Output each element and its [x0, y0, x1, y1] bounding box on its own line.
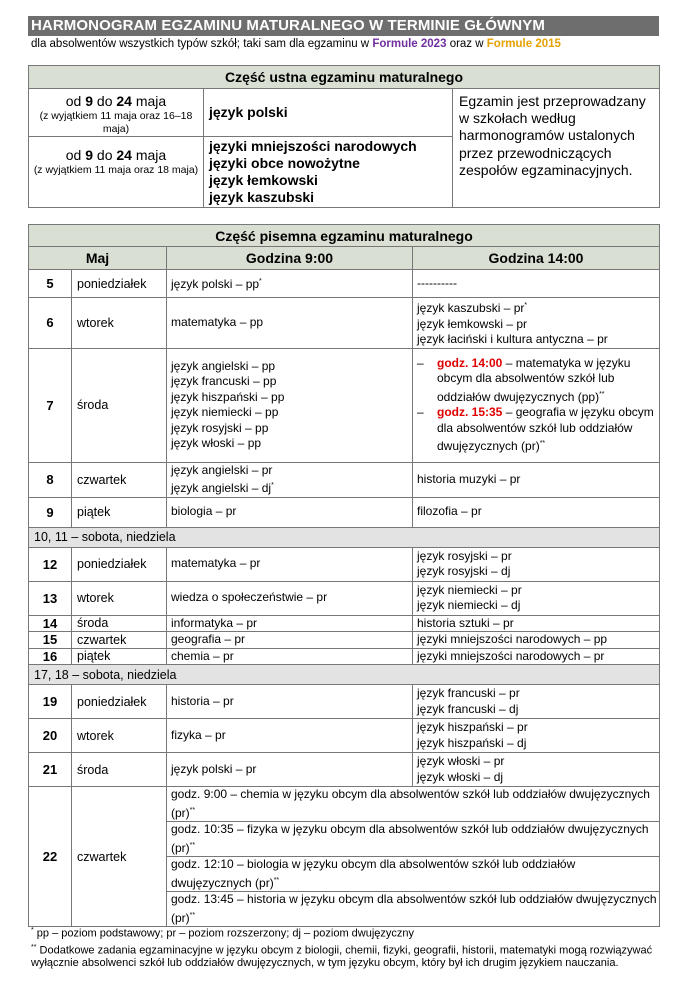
table-row: godz. 12:10 – biologia w języku obcym dla absolwentów szkół lub oddziałów dwujęzycznych (pr)**: [29, 857, 660, 892]
table-row: 21 środa język polski – pr język włoski – pr język włoski – dj: [29, 753, 660, 787]
formula-2015-label: Formule 2015: [486, 38, 561, 50]
oral-dates-2: od 9 do 24 maja (z wyjątkiem 11 maja oraz 18 maja): [29, 137, 204, 208]
table-row: 14 środa informatyka – pr historia sztuki – pr: [29, 615, 660, 632]
oral-exam-table: [28, 65, 660, 208]
oral-dates-1: od 9 do 24 maja (z wyjątkiem 11 maja oraz 16–18 maja): [29, 89, 204, 137]
table-row: 15 czwartek geografia – pr języki mniejszości narodowych – pp: [29, 632, 660, 649]
page-title: HARMONOGRAM EGZAMINU MATURALNEGO W TERMINIE GŁÓWNYM: [28, 16, 659, 36]
col-14: Godzina 14:00: [413, 247, 660, 270]
footnote-2: ** Dodatkowe zadania egzaminacyjne w języku obcym z biologii, chemii, fizyki, geografii, historii, matematyki mogą rozwiązywać wyłącznie absolwenci szkół lub oddziałów dwujęzycznych, w tym języku obcym, który był ich drugim językiem nauczania.: [31, 943, 653, 970]
table-row: 7 środa język angielski – pp język francuski – pp język hiszpański – pp język niemiecki – pp język rosyjski – pp język włoski – pp – godz. 14:00 – matematyka w języku obcym dla absolwentów szkół lub oddziałów dwujęzycznych (pp)** – godz. 15:35 – geografia w języku obcym dla absolwentów szkół lub oddziałów dwujęzycznych (pr)**: [29, 348, 660, 462]
footnote-1: * pp – poziom podstawowy; pr – poziom rozszerzony; dj – poziom dwujęzyczny: [31, 927, 415, 940]
col-month: Maj: [29, 247, 167, 270]
table-row: 12 poniedziałek matematyka – pr język rosyjski – pr język rosyjski – dj: [29, 547, 660, 581]
written-header: Część pisemna egzaminu maturalnego: [29, 225, 660, 247]
weekend-separator: 10, 11 – sobota, niedziela: [29, 527, 660, 547]
table-row: 8 czwartek język angielski – pr język angielski – dj* historia muzyki – pr: [29, 462, 660, 497]
formula-2023-label: Formule 2023: [372, 38, 447, 50]
table-row: 5 poniedziałek język polski – pp* ----------: [29, 270, 660, 298]
table-row: 13 wtorek wiedza o społeczeństwie – pr język niemiecki – pr język niemiecki – dj: [29, 581, 660, 615]
table-row: 19 poniedziałek historia – pr język francuski – pr język francuski – dj: [29, 685, 660, 719]
table-row: godz. 13:45 – historia w języku obcym dla absolwentów szkół lub oddziałów dwujęzycznych (pr)**: [29, 892, 660, 927]
table-row: 20 wtorek fizyka – pr język hiszpański – pr język hiszpański – dj: [29, 719, 660, 753]
oral-note: Egzamin jest przeprowadzany w szkołach według harmonogramów ustalonych przez przewodniczących zespołów egzaminacyjnych.: [453, 89, 660, 208]
col-9: Godzina 9:00: [167, 247, 413, 270]
weekend-separator: 17, 18 – sobota, niedziela: [29, 665, 660, 685]
oral-subject-2: języki mniejszości narodowych języki obce nowożytne język łemkowski język kaszubski: [204, 137, 453, 208]
oral-subject-1: język polski: [204, 89, 453, 137]
oral-header: Część ustna egzaminu maturalnego: [29, 66, 660, 89]
written-exam-table: [28, 224, 660, 927]
table-row: 6 wtorek matematyka – pp język kaszubski – pr* język łemkowski – pr język łaciński i kultura antyczna – pr: [29, 298, 660, 349]
table-row: godz. 10:35 – fizyka w języku obcym dla absolwentów szkół lub oddziałów dwujęzycznych (pr)**: [29, 822, 660, 857]
table-row: 16 piątek chemia – pr języki mniejszości narodowych – pr: [29, 648, 660, 665]
table-row: 9 piątek biologia – pr filozofia – pr: [29, 497, 660, 527]
table-row: 22 czwartek godz. 9:00 – chemia w języku obcym dla absolwentów szkół lub oddziałów dwujęzycznych (pr)**: [29, 787, 660, 822]
footnotes: [31, 924, 661, 970]
page-subtitle: dla absolwentów wszystkich typów szkół; taki sam dla egzaminu w Formule 2023 oraz w Formule 2015: [31, 38, 561, 50]
